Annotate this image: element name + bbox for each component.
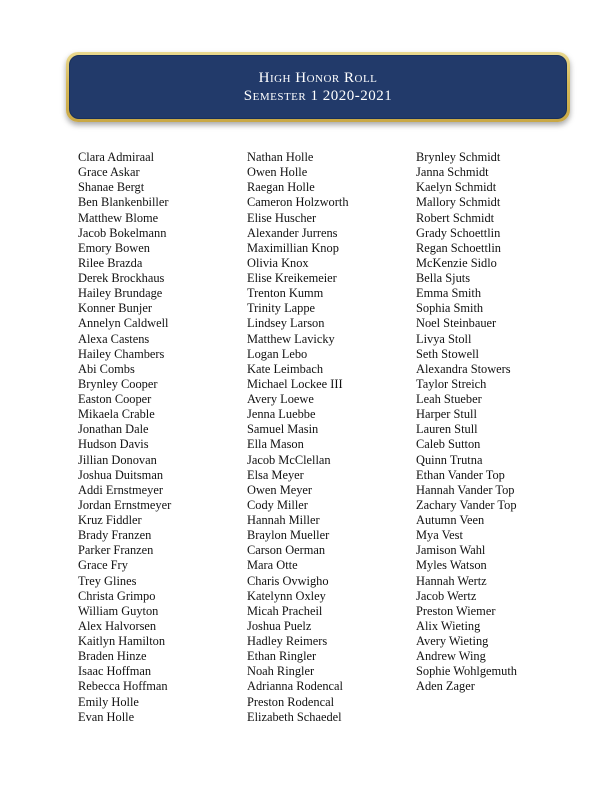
student-name: Emma Smith <box>416 286 482 301</box>
student-name: Mara Otte <box>247 558 298 573</box>
page-subtitle: Semester 1 2020-2021 <box>243 88 393 104</box>
student-name: Grace Fry <box>78 558 128 573</box>
student-name: Mikaela Crable <box>78 407 155 422</box>
student-name: Ethan Ringler <box>247 649 317 664</box>
student-name: Kruz Fiddler <box>78 513 142 527</box>
student-name: Christa Grimpo <box>78 588 156 603</box>
student-name: Cody Miller <box>247 497 308 512</box>
name-column-3 <box>416 150 517 695</box>
name-column-1 <box>78 150 171 725</box>
student-name: Lindsey Larson <box>247 316 325 331</box>
student-name: Avery Wieting <box>416 634 489 648</box>
student-name: Caleb Sutton <box>416 437 481 452</box>
student-name: Ella Mason <box>247 437 304 452</box>
header-banner-inner <box>69 55 567 119</box>
student-name: Livya Stoll <box>416 331 472 346</box>
student-name: Janna Schmidt <box>416 165 489 180</box>
student-name: Jacob Wertz <box>416 588 477 603</box>
student-name: Jordan Ernstmeyer <box>78 497 172 512</box>
student-name: Hailey Brundage <box>78 286 163 301</box>
student-name: Kaelyn Schmidt <box>416 180 497 195</box>
student-name: Konner Bunjer <box>78 301 152 316</box>
student-name: Hannah Wertz <box>416 573 487 588</box>
student-name: Ethan Vander Top <box>416 467 505 482</box>
student-name: Ben Blankenbiller <box>78 195 169 210</box>
student-name: Mya Vest <box>416 528 463 543</box>
student-name: Kaitlyn Hamilton <box>78 634 166 648</box>
student-name: Seth Stowell <box>416 346 479 361</box>
student-name: Andrew Wing <box>416 649 486 664</box>
student-name: Alexa Castens <box>78 331 150 346</box>
student-name: Clara Admiraal <box>78 150 155 164</box>
student-name: Abi Combs <box>78 361 135 376</box>
student-name: Myles Watson <box>416 558 487 573</box>
student-name: Owen Holle <box>247 165 308 180</box>
student-name: Michael Lockee III <box>247 376 343 391</box>
student-name: Trenton Kumm <box>247 286 324 301</box>
student-name: Cameron Holzworth <box>247 195 349 210</box>
student-name: Charis Ovwigho <box>247 573 329 588</box>
student-name: Bella Sjuts <box>416 271 471 285</box>
student-name: Brynley Schmidt <box>416 150 501 164</box>
student-name: Nathan Holle <box>247 150 314 164</box>
student-name: Isaac Hoffman <box>78 664 152 679</box>
student-name: Hannah Miller <box>247 513 320 527</box>
student-name: Jonathan Dale <box>78 422 149 437</box>
student-name: Addi Ernstmeyer <box>78 482 163 497</box>
student-name: Rebecca Hoffman <box>78 679 168 694</box>
student-name: Alexandra Stowers <box>416 361 511 376</box>
student-name: Owen Meyer <box>247 482 313 497</box>
student-name: Derek Brockhaus <box>78 271 165 285</box>
student-name: Jacob Bokelmann <box>78 225 167 240</box>
student-name: Raegan Holle <box>247 180 315 195</box>
student-name: Olivia Knox <box>247 255 309 270</box>
student-name: Hudson Davis <box>78 437 149 452</box>
student-name: Rilee Brazda <box>78 255 143 270</box>
student-name: Avery Loewe <box>247 392 314 406</box>
student-name: Elizabeth Schaedel <box>247 709 342 724</box>
student-name: Alex Halvorsen <box>78 618 157 633</box>
student-name: Alexander Jurrens <box>247 225 338 240</box>
student-name: Hailey Chambers <box>78 346 165 361</box>
student-name: Noel Steinbauer <box>416 316 497 331</box>
student-name: Noah Ringler <box>247 664 315 679</box>
student-name: Matthew Lavicky <box>247 331 335 346</box>
student-name: Grace Askar <box>78 165 140 180</box>
student-name: Shanae Bergt <box>78 180 145 195</box>
student-name: Brynley Cooper <box>78 376 158 391</box>
student-name: Mallory Schmidt <box>416 195 501 210</box>
student-name: Elise Huscher <box>247 210 317 225</box>
student-name: Adrianna Rodencal <box>247 679 343 694</box>
student-name: McKenzie Sidlo <box>416 255 497 270</box>
student-name: Samuel Masin <box>247 422 319 437</box>
student-name: Brady Franzen <box>78 528 152 543</box>
student-name: Taylor Streich <box>416 376 487 391</box>
student-name: Trinity Lappe <box>247 301 316 316</box>
student-name: Regan Schoettlin <box>416 240 501 255</box>
student-name: Autumn Veen <box>416 513 485 527</box>
student-name: Jamison Wahl <box>416 543 486 558</box>
student-name: Matthew Blome <box>78 210 159 225</box>
student-name: Hadley Reimers <box>247 634 328 648</box>
name-column-2 <box>247 150 349 725</box>
student-name: Alix Wieting <box>416 618 481 633</box>
student-name: Maximillian Knop <box>247 240 339 255</box>
student-name: Aden Zager <box>416 679 475 694</box>
student-name: Hannah Vander Top <box>416 482 515 497</box>
student-name: Logan Lebo <box>247 346 308 361</box>
student-name: Elise Kreikemeier <box>247 271 337 285</box>
student-name: Annelyn Caldwell <box>78 316 169 331</box>
student-name: Emily Holle <box>78 694 139 709</box>
student-name: William Guyton <box>78 603 159 618</box>
student-name: Easton Cooper <box>78 392 152 406</box>
student-name: Joshua Duitsman <box>78 467 164 482</box>
student-name: Leah Stueber <box>416 392 482 406</box>
student-name: Joshua Puelz <box>247 618 312 633</box>
student-name: Micah Pracheil <box>247 603 323 618</box>
student-name: Quinn Trutna <box>416 452 483 467</box>
student-name: Parker Franzen <box>78 543 154 558</box>
student-name: Robert Schmidt <box>416 210 495 225</box>
student-name: Sophie Wohlgemuth <box>416 664 517 679</box>
student-name: Preston Wiemer <box>416 603 496 618</box>
student-name: Emory Bowen <box>78 240 150 255</box>
page-title: High Honor Roll <box>258 70 378 86</box>
student-name: Preston Rodencal <box>247 694 335 709</box>
student-name: Harper Stull <box>416 407 477 422</box>
student-name: Jillian Donovan <box>78 452 157 467</box>
student-name: Braylon Mueller <box>247 528 330 543</box>
student-name: Jacob McClellan <box>247 452 331 467</box>
student-name: Sophia Smith <box>416 301 484 316</box>
student-name: Jenna Luebbe <box>247 407 316 422</box>
student-name: Zachary Vander Top <box>416 497 517 512</box>
student-name: Lauren Stull <box>416 422 478 437</box>
student-name: Carson Oerman <box>247 543 326 558</box>
student-name: Katelynn Oxley <box>247 588 326 603</box>
student-name: Elsa Meyer <box>247 467 304 482</box>
student-name: Evan Holle <box>78 709 135 724</box>
header-banner <box>66 52 570 122</box>
student-name: Trey Glines <box>78 573 137 588</box>
student-name: Kate Leimbach <box>247 361 324 376</box>
student-name: Braden Hinze <box>78 649 147 664</box>
student-name: Grady Schoettlin <box>416 225 501 240</box>
